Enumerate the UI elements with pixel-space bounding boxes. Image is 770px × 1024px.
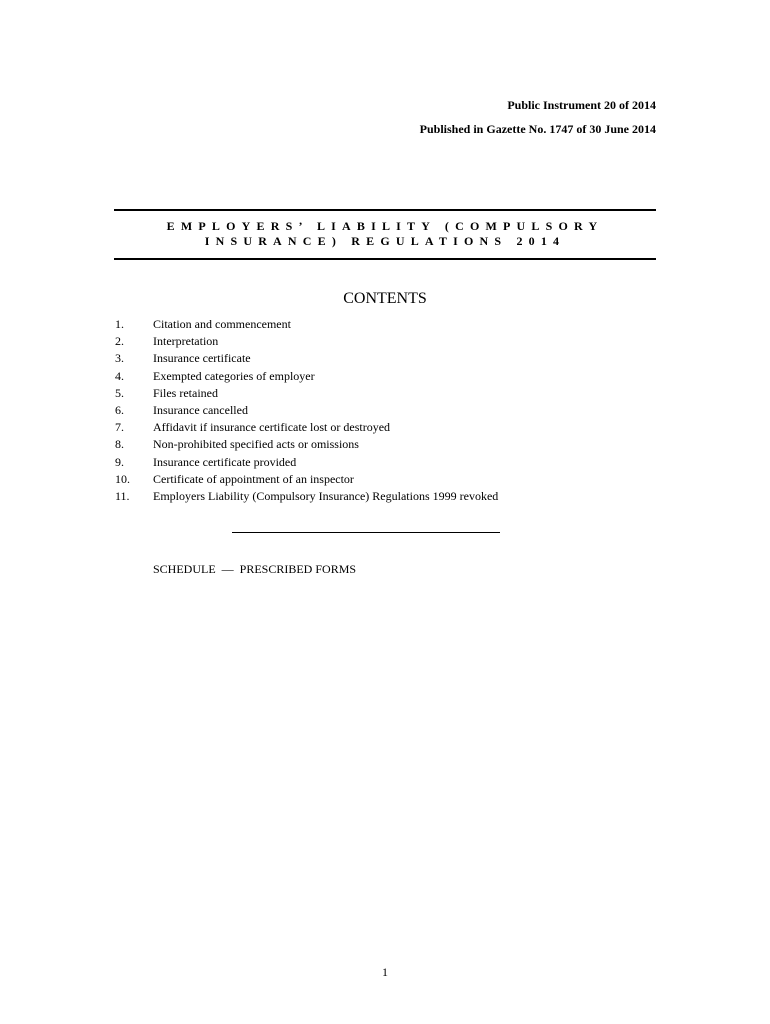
regulation-title [114, 219, 656, 249]
page-number: 1 [382, 965, 388, 979]
gazette-publication: Published in Gazette No. 1747 of 30 June 2014 [419, 122, 656, 136]
item-number: 10. [115, 471, 130, 486]
item-number: 7. [115, 420, 124, 435]
item-number: 1. [115, 317, 124, 331]
instrument-number: Public Instrument 20 of 2014 [507, 98, 656, 112]
item-number: 3. [115, 351, 124, 366]
title-rule-top [114, 209, 656, 211]
item-title: Citation and commencement [153, 317, 291, 331]
title-line-1: EMPLOYERS’ LIABILITY (COMPULSORY [166, 219, 604, 233]
item-title: Exempted categories of employer [153, 368, 315, 383]
item-number: 8. [115, 437, 124, 452]
item-number: 5. [115, 385, 124, 400]
schedule-entry: SCHEDULE — PRESCRIBED FORMS [153, 562, 357, 576]
item-title: Certificate of appointment of an inspector [153, 471, 354, 486]
item-title: Insurance certificate [153, 351, 251, 366]
title-rule-bottom [114, 258, 656, 260]
item-title: Interpretation [153, 334, 219, 349]
title-line-2: INSURANCE) REGULATIONS 2014 [204, 234, 566, 248]
item-title: Non-prohibited specified acts or omissions [153, 437, 359, 452]
section-separator [232, 532, 500, 533]
item-title: Files retained [153, 385, 218, 400]
item-title: Affidavit if insurance certificate lost or destroyed [153, 420, 391, 435]
item-number: 9. [115, 454, 124, 469]
item-number: 2. [115, 334, 124, 349]
item-number: 4. [115, 368, 124, 383]
item-title: Insurance cancelled [153, 402, 248, 417]
contents-heading: CONTENTS [343, 290, 427, 307]
item-title: Insurance certificate provided [153, 454, 297, 469]
item-number: 11. [115, 488, 130, 503]
item-title: Employers Liability (Compulsory Insurance) Regulations 1999 revoked [153, 488, 499, 503]
item-number: 6. [115, 402, 124, 417]
